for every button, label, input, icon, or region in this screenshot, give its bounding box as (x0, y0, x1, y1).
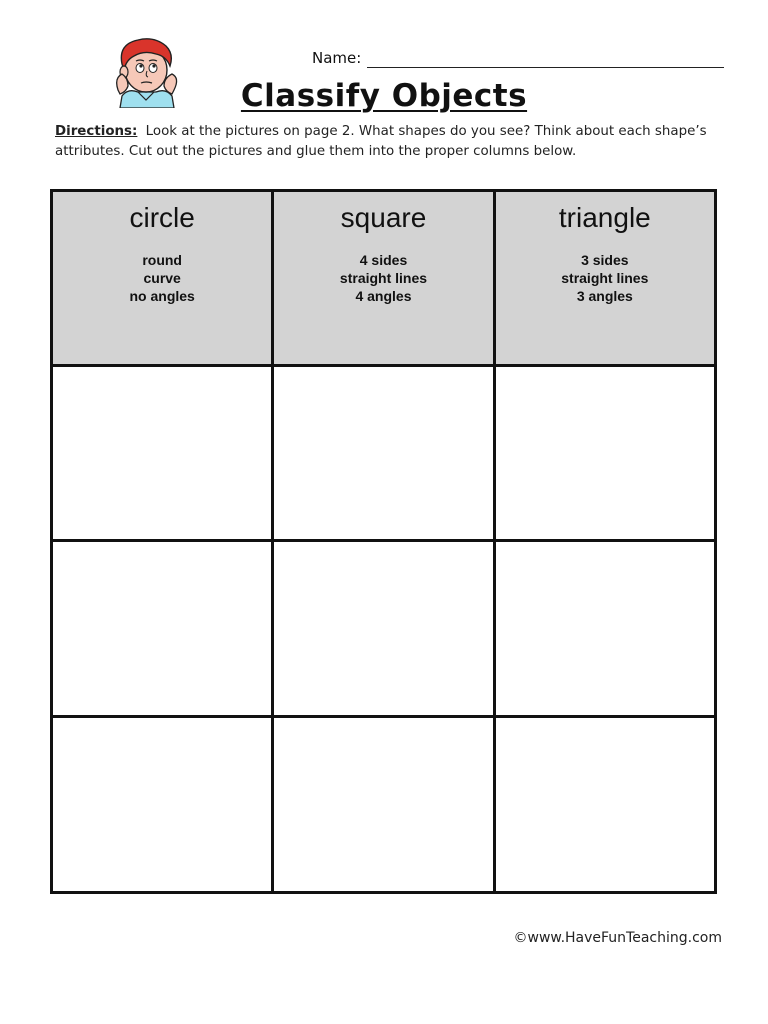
attribute-item: 4 sides (359, 252, 408, 268)
answer-cell[interactable] (52, 365, 273, 541)
answer-row (52, 541, 716, 717)
attribute-list (274, 251, 492, 305)
answer-cell[interactable] (52, 541, 273, 717)
answer-cell[interactable] (494, 365, 715, 541)
answer-cell[interactable] (494, 541, 715, 717)
answer-row (52, 717, 716, 893)
column-title: square (340, 202, 427, 233)
attribute-item: round (142, 252, 182, 268)
attribute-item: 3 angles (576, 288, 633, 304)
answer-cell[interactable] (273, 541, 494, 717)
directions-text: Look at the pictures on page 2. What shapes do you see? Think about each shape’s attributes. Cut out the pictures and glue them into the proper columns below. (55, 124, 707, 159)
directions-label: Directions: (55, 124, 138, 139)
column-header-circle (52, 191, 273, 366)
attribute-list (53, 251, 271, 305)
name-field[interactable] (312, 44, 724, 68)
answer-row (52, 365, 716, 541)
answer-cell[interactable] (494, 717, 715, 893)
header-row (52, 191, 716, 366)
column-header-triangle (494, 191, 715, 366)
attribute-item: straight lines (561, 270, 649, 286)
attribute-item: 3 sides (581, 252, 629, 268)
attribute-item: straight lines (339, 270, 428, 286)
copyright-footer: ©www.HaveFunTeaching.com (513, 930, 722, 946)
column-header-square (273, 191, 494, 366)
name-label: Name: (312, 49, 362, 67)
attribute-item: no angles (129, 288, 195, 304)
attribute-item: 4 angles (355, 288, 412, 304)
classification-grid (50, 189, 717, 894)
name-blank-line[interactable] (367, 48, 724, 68)
answer-cell[interactable] (273, 365, 494, 541)
column-title: triangle (558, 202, 651, 233)
attribute-item: curve (143, 270, 181, 286)
attribute-list (496, 251, 714, 305)
answer-cell[interactable] (273, 717, 494, 893)
answer-cell[interactable] (52, 717, 273, 893)
column-title: circle (129, 202, 195, 233)
directions (55, 122, 735, 162)
page-title: Classify Objects (240, 78, 528, 114)
